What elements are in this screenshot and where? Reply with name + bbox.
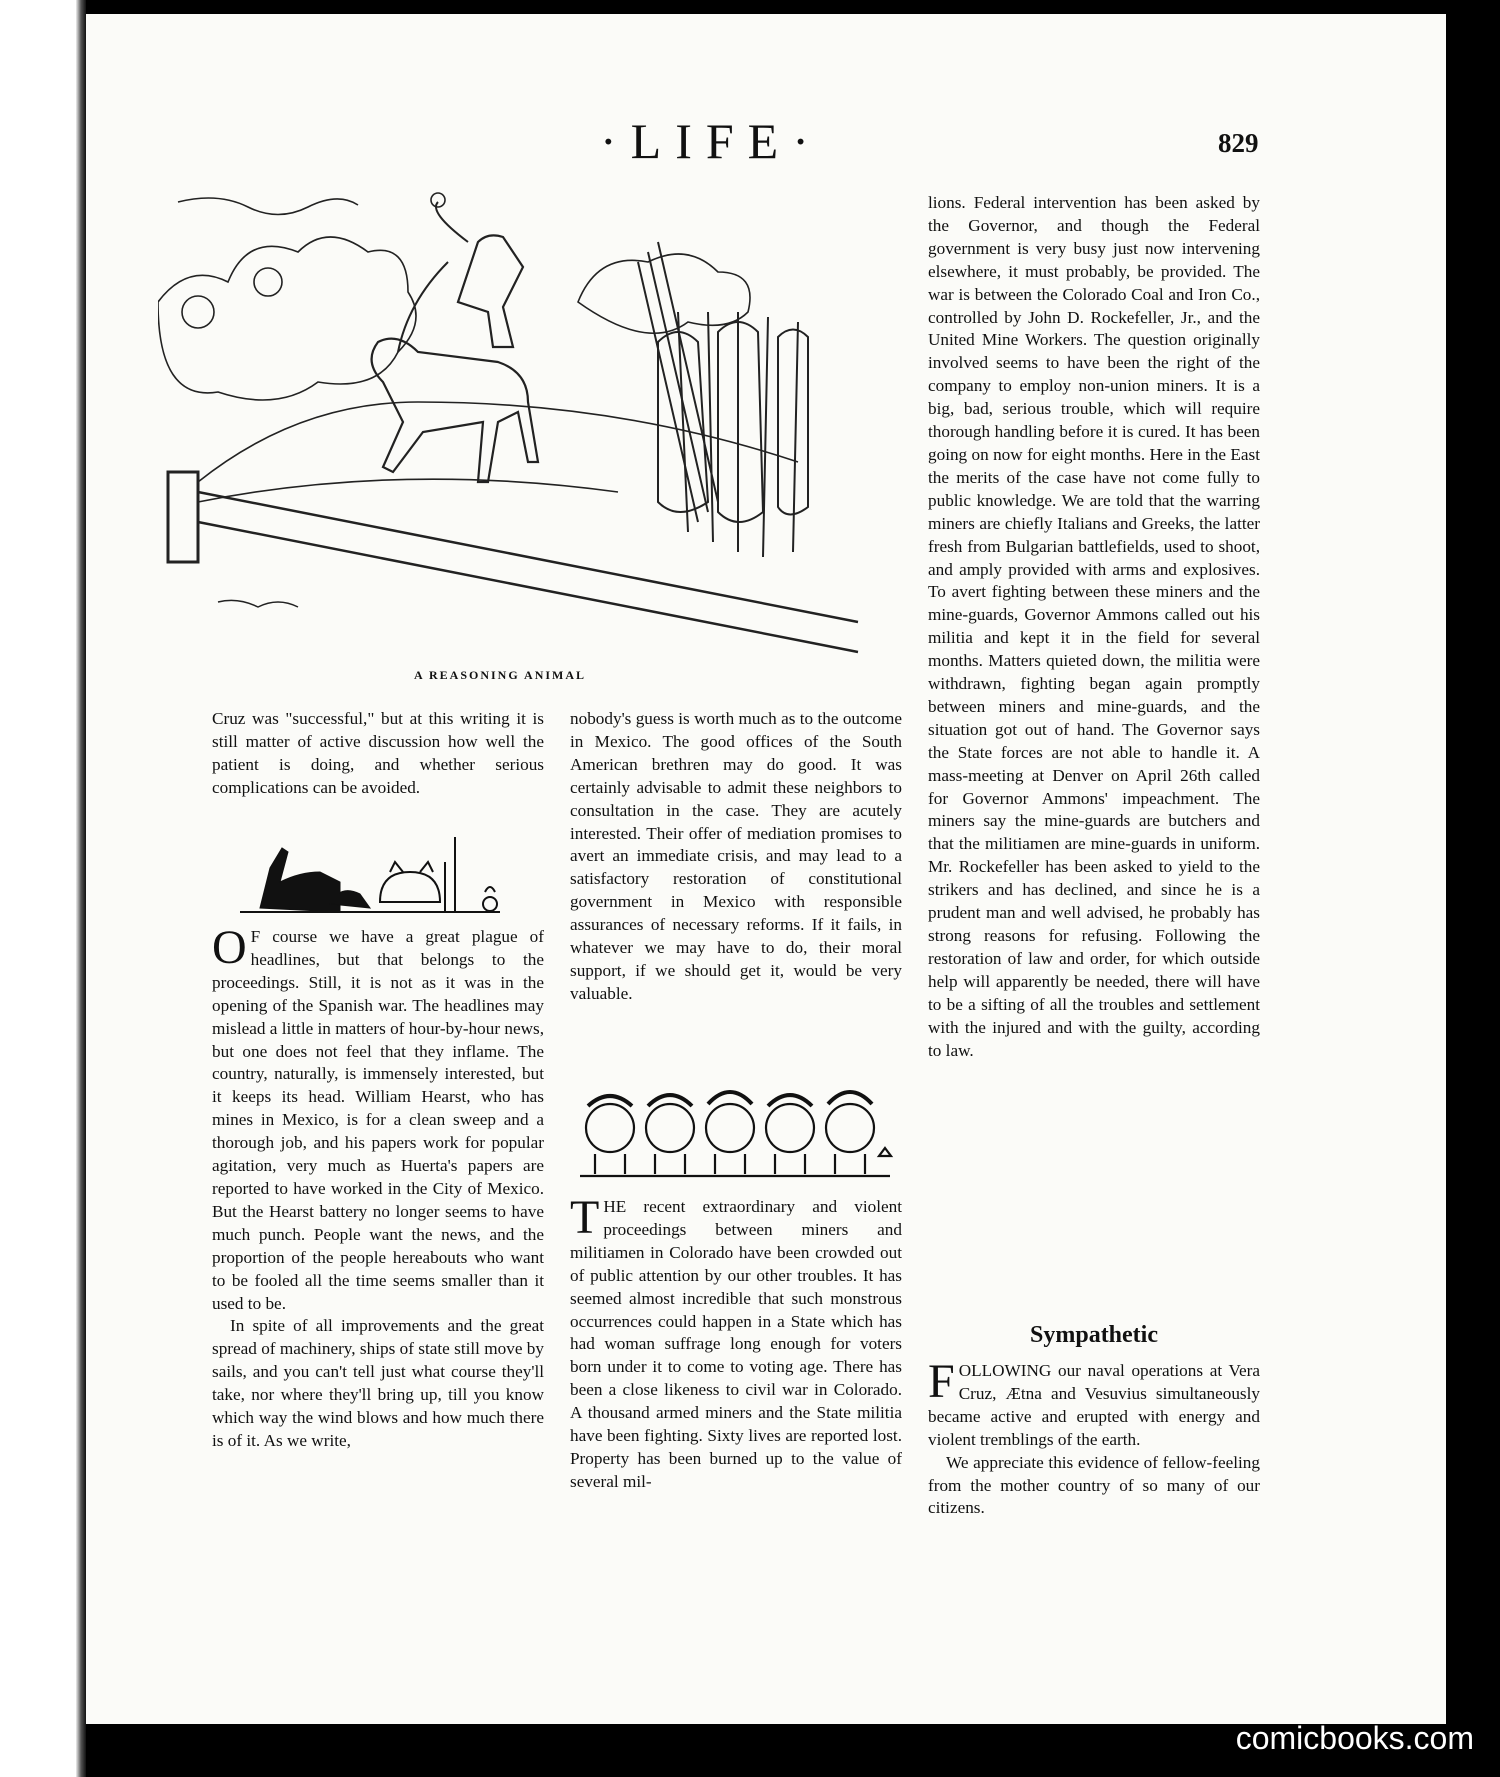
drop-cap-o: O: [212, 921, 247, 974]
illustration-caption: A REASONING ANIMAL: [414, 668, 587, 682]
col1-paragraph-3: In spite of all improvements and the great spread of machinery, ships of state still move by sails, and you can't tell just what course they'll take, nor where they'll bring up, till you know which way the wind blows and how much there is of it. As we write,: [212, 1316, 544, 1450]
page-number: 829: [1218, 128, 1259, 158]
column-2-top: [570, 708, 902, 1006]
col3-paragraph-3: We appreciate this evidence of fellow-feeling from the mother country of so many of our citizens.: [928, 1452, 1260, 1518]
col1-paragraph-1: Cruz was "successful," but at this writing it is still matter of active discussion how well the patient is doing, and whether serious complications can be avoided.: [212, 709, 544, 797]
col3-paragraph-1: lions. Federal intervention has been asked by the Governor, and though the Federal government is very busy just now intervening elsewhere, it must probably, be provided. The war is between the Colorado Coal and Iron Co., controlled by John D. Rockefeller, Jr., and the United Mine Workers. The question originally involved seems to have been the right of the company to employ non-union miners. It is a big, bad, serious trouble, which will require thorough handling before it is cured. It has been going on now for eight months. Here in the East the merits of the case have not come fully to public knowledge. We are told that the warring miners are chiefly Italians and Greeks, the latter fresh from Bulgarian battlefields, used to shoot, and amply provided with arms and explosives. To avert fighting between these miners and the mine-guards, Governor Ammons called out his militia and kept it in the field for several months. Matters quieted down, the militia were withdrawn, fighting began again promptly between miners and mine-guards, and the situation got out of hand. The Governor says the State forces are not able to handle it. A mass-meeting at Denver on April 26th called for Governor Ammons' impeachment. The miners say the mine-guards are butchers and that the militiamen are mine-guards in uniform. Mr. Rockefeller has been asked to yield to the strikers and has declined, and since he is a prudent man and well advised, he probably has strong reasons for refusing. Following the restoration of law and order, for which outside help will apparently be needed, there will have to be a sifting of all the troubles and settlement with the injured and with the guilty, according to law.: [928, 193, 1260, 1060]
drop-cap-t: T: [570, 1191, 600, 1244]
col3-paragraph-2: FOLLOWING our naval operations at Vera Cruz, Ætna and Vesuvius simultaneously became active and erupted with energy and violent tremblings of the earth.: [928, 1355, 1260, 1449]
column-1-top: [212, 708, 544, 800]
cartoon-illustration: [158, 182, 898, 662]
sympathetic-heading: Sympathetic: [1030, 1322, 1158, 1348]
cat-dog-vignette: [240, 832, 520, 916]
column-3-top: [928, 192, 1260, 1062]
drop-cap-f: F: [928, 1355, 955, 1408]
col2-paragraph-1: nobody's guess is worth much as to the outcome in Mexico. The good offices of the South American brethren may do good. It was certainly advisable to admit these neighbors to consultation in the case. They are acutely interested. Their offer of mediation promises to avert an immediate crisis, and may lead to a satisfactory restoration of constitutional government in Mexico with responsible assurances of necessary reforms. If it fails, in whatever we may have to do, their moral support, if we should get it, would be very valuable.: [570, 709, 902, 1003]
column-3-body: [928, 1355, 1260, 1520]
masthead: ·LIFE·: [600, 113, 823, 169]
watermark-footer: comicbooks.com: [1235, 1720, 1474, 1756]
col1-paragraph-2: O F course we have a great plague of headlines, but that belongs to the proceedings. Still, it is not as it was in the opening of the Spanish war. The headlines may mislead a little in matters of hour-by-hour news, but one does not feel that they inflame. The country, naturally, is immensely interested, but it keeps its head. William Hearst, who has mines in Mexico, is for a clean sweep and a thorough job, and his papers work for popular agitation, very much as Huerta's papers are reported to have worked in the City of Mexico. But the Hearst battery no longer seems to have much punch. People want the news, and the proportion of the people hereabouts who want to be fooled all the time seems smaller than it used to be.: [212, 921, 544, 1313]
col2-paragraph-2: THE recent extraordinary and violent proceedings between miners and militiamen in Colorado have been crowded out of public attention by our other troubles. It has seemed almost incredible that such monstrous occurrences could happen in a State which has had woman suffrage long enough for voters born under it to come to voting age. There has been a close likeness to civil war in Colorado. A thousand armed miners and the State militia have been fighting. Sixty lives are reported lost. Property has been burned up to the value of several mil-: [570, 1191, 902, 1491]
column-1-body: [212, 921, 544, 1453]
faces-vignette: [570, 1076, 900, 1186]
page-binding-left: [0, 0, 86, 1777]
column-2-body: [570, 1191, 902, 1494]
